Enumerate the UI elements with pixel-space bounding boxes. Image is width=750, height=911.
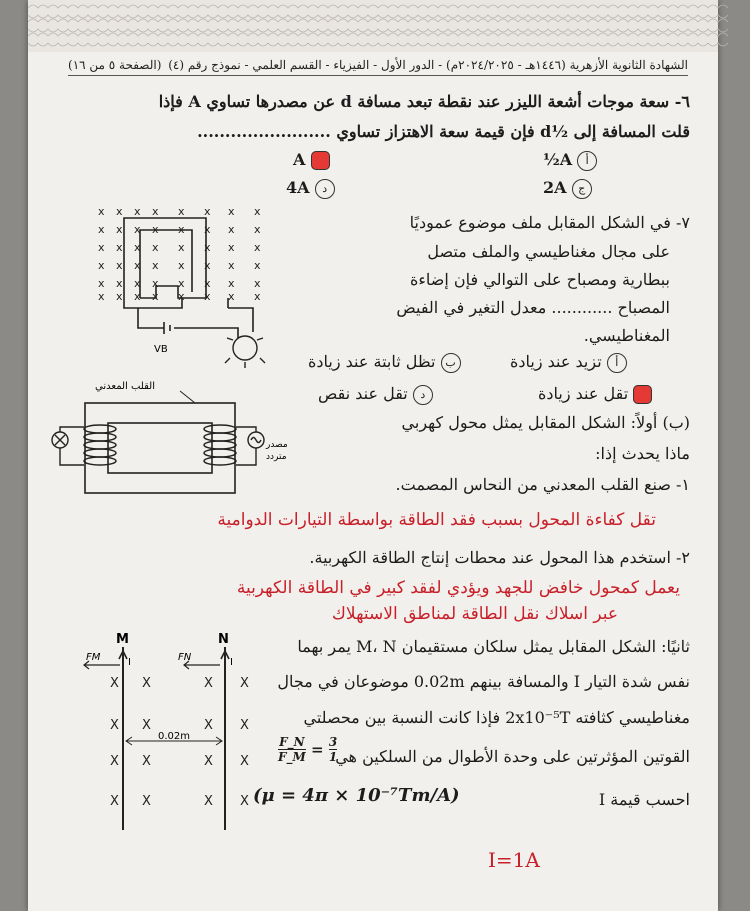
- parallel-wires-diagram: [48, 625, 278, 840]
- source-label-1: مصدر: [266, 440, 288, 450]
- q2-line-4: القوتين المؤثرتين على وحدة الأطوال من السلكين هي: [335, 747, 690, 766]
- field-x-mark: x: [254, 259, 261, 272]
- q7-option-d[interactable]: د تقل عند نقص: [318, 384, 433, 405]
- field-x-mark: x: [116, 205, 123, 218]
- field-x-mark: x: [254, 241, 261, 254]
- option-letter: د: [315, 179, 335, 199]
- force-label-m: FM: [86, 652, 101, 663]
- q7-option-a[interactable]: أ تزيد عند زيادة: [510, 352, 627, 373]
- field-x-mark: X: [204, 676, 213, 691]
- field-x-mark: x: [204, 205, 211, 218]
- transformer-question-title: (ب) أولاً: الشكل المقابل يمثل محول كهربي: [401, 413, 690, 432]
- field-x-mark: x: [254, 205, 261, 218]
- core-label: القلب المعدني: [95, 381, 155, 392]
- field-x-mark: x: [178, 259, 185, 272]
- force-ratio: $\frac{F\_N}{F\_M}$ = $\frac{3}{1}$: [278, 735, 338, 764]
- wire-m-label: M: [116, 632, 129, 647]
- field-x-mark: x: [152, 277, 159, 290]
- field-x-mark: X: [204, 718, 213, 733]
- field-x-mark: x: [178, 277, 185, 290]
- field-x-mark: x: [98, 259, 105, 272]
- field-x-mark: x: [178, 205, 185, 218]
- q6-line2: قلت المسافة إلى ½d فإن قيمة سعة الاهتزاز تساوي ........................: [197, 122, 690, 141]
- q7-line-3: ببطارية ومصباح على التوالي فإن إضاءة: [409, 270, 670, 289]
- option-letter: ب: [441, 353, 461, 373]
- q2-line-3: مغناطيسي كثافته 2x10⁻⁵T فإذا كانت النسبة بين محصلتي: [303, 708, 690, 727]
- field-x-mark: x: [178, 223, 185, 236]
- wire-n-label: N: [218, 632, 229, 647]
- handwritten-answer-2-line-1: يعمل كمحول خافض للجهد ويؤدي لفقد كبير في الطاقة الكهربية: [236, 578, 680, 598]
- field-x-mark: x: [254, 277, 261, 290]
- field-x-mark: x: [98, 277, 105, 290]
- current-label-m: I: [128, 657, 131, 668]
- field-x-mark: x: [116, 277, 123, 290]
- q7-line-1: ٧- في الشكل المقابل ملف موضوع عموديًا: [409, 213, 690, 232]
- exam-header: [68, 58, 688, 76]
- field-x-mark: x: [152, 223, 159, 236]
- field-x-mark: X: [142, 794, 151, 809]
- magnetic-field-x-marks: [98, 205, 261, 303]
- field-x-mark: X: [110, 754, 119, 769]
- field-x-mark: x: [116, 290, 123, 303]
- coil-field-diagram: [78, 200, 278, 375]
- field-x-mark: X: [204, 794, 213, 809]
- q6-line1: ٦- سعة موجات أشعة الليزر عند نقطة تبعد مسافة d عن مصدرها تساوي A فإذا: [158, 92, 690, 111]
- q7-line-4: المصباح ............ معدل التغير في الفيض: [396, 298, 670, 317]
- option-letter: ج: [572, 179, 592, 199]
- field-x-mark: x: [152, 205, 159, 218]
- q2-ask: احسب قيمة I: [598, 790, 690, 809]
- force-label-n: FN: [178, 652, 192, 663]
- selected-answer-mark: [311, 151, 330, 170]
- exam-title: الشهادة الثانوية الأزهرية (١٤٤٦هـ - ٢٠٢٤/٢٠٢٥م) - الدور الأول - الفيزياء - القسم العلمي - نموذج رقم (٤): [168, 58, 688, 72]
- handwritten-answer-1: تقل كفاءة المحول بسبب فقد الطاقة بواسطة التيارات الدوامية: [217, 510, 656, 530]
- field-x-mark: x: [178, 241, 185, 254]
- decorative-border: [28, 0, 718, 52]
- field-x-mark: x: [204, 223, 211, 236]
- distance-label: 0.02m: [158, 731, 191, 742]
- page-number: (الصفحة ٥ من ١٦): [68, 58, 162, 72]
- source-label-2: متردد: [266, 452, 287, 462]
- field-x-mark: x: [98, 223, 105, 236]
- mu-constant: (μ = 4π × 10⁻⁷Tm/A): [253, 785, 460, 806]
- q6-option-b[interactable]: A: [293, 150, 330, 170]
- field-x-mark: x: [152, 241, 159, 254]
- lamp-icon: [225, 336, 265, 368]
- field-x-mark: X: [142, 718, 151, 733]
- transformer-diagram: [30, 375, 288, 500]
- current-label-n: I: [230, 657, 233, 668]
- field-x-mark: x: [228, 205, 235, 218]
- field-x-mark: x: [134, 241, 141, 254]
- primary-coil: [84, 425, 116, 465]
- field-x-mark: X: [240, 676, 249, 691]
- q7-line-2: على مجال مغناطيسي والملف متصل: [427, 242, 670, 261]
- field-x-mark: x: [152, 259, 159, 272]
- field-x-mark: x: [152, 290, 159, 303]
- field-x-mark: X: [110, 794, 119, 809]
- selected-answer-mark: [633, 385, 652, 404]
- field-x-mark: x: [228, 290, 235, 303]
- q2-line-2: نفس شدة التيار I والمسافة بينهم 0.02m موضوعان في مجال: [277, 672, 690, 691]
- secondary-coil: [204, 425, 236, 465]
- field-x-mark: X: [110, 718, 119, 733]
- field-x-mark: X: [142, 754, 151, 769]
- field-x-mark: x: [228, 223, 235, 236]
- transformer-item-1: ١- صنع القلب المعدني من النحاس المصمت.: [395, 475, 690, 494]
- field-x-mark: X: [240, 754, 249, 769]
- field-x-mark: X: [110, 676, 119, 691]
- field-x-mark: x: [98, 205, 105, 218]
- field-x-mark: x: [204, 241, 211, 254]
- field-x-mark: x: [134, 259, 141, 272]
- handwritten-final-answer: I=1A: [488, 848, 540, 872]
- field-x-mark: x: [134, 277, 141, 290]
- option-letter: أ: [607, 353, 627, 373]
- battery-icon: [164, 322, 170, 334]
- field-x-mark: x: [178, 290, 185, 303]
- q7-line-5: المغناطيسي.: [583, 326, 670, 345]
- field-x-mark: X: [142, 676, 151, 691]
- field-x-mark: X: [240, 718, 249, 733]
- field-x-mark: x: [134, 205, 141, 218]
- field-x-marks: [110, 676, 249, 809]
- battery-label: VB: [154, 344, 168, 355]
- q6-option-a[interactable]: ½A أ: [543, 150, 597, 171]
- q6-option-d[interactable]: 4A د: [286, 178, 335, 199]
- q6-option-c[interactable]: 2A ج: [543, 178, 592, 199]
- q2-line-1: ثانيًا: الشكل المقابل يمثل سلكان مستقيمان M، N يمر بهما: [297, 637, 690, 656]
- exam-page: [28, 0, 718, 911]
- field-x-mark: x: [116, 259, 123, 272]
- field-x-mark: x: [254, 290, 261, 303]
- field-x-mark: x: [204, 290, 211, 303]
- field-x-mark: x: [204, 277, 211, 290]
- field-x-mark: x: [134, 223, 141, 236]
- field-x-mark: x: [134, 290, 141, 303]
- field-x-mark: x: [98, 290, 105, 303]
- transformer-question-sub: ماذا يحدث إذا:: [595, 444, 690, 463]
- field-x-mark: x: [228, 277, 235, 290]
- field-x-mark: x: [228, 259, 235, 272]
- q7-option-b[interactable]: ب تظل ثابتة عند زيادة: [308, 352, 461, 373]
- field-x-mark: X: [240, 794, 249, 809]
- option-letter: أ: [577, 151, 597, 171]
- field-x-mark: x: [204, 259, 211, 272]
- field-x-mark: x: [254, 223, 261, 236]
- field-x-mark: x: [116, 241, 123, 254]
- field-x-mark: X: [204, 754, 213, 769]
- option-letter: د: [413, 385, 433, 405]
- q7-option-c[interactable]: تقل عند زيادة: [538, 384, 652, 404]
- field-x-mark: x: [98, 241, 105, 254]
- field-x-mark: x: [116, 223, 123, 236]
- handwritten-answer-2-line-2: عبر اسلاك نقل الطاقة لمناطق الاستهلاك: [331, 604, 618, 624]
- field-x-mark: x: [228, 241, 235, 254]
- transformer-item-2: ٢- استخدم هذا المحول عند محطات إنتاج الطاقة الكهربية.: [309, 548, 690, 567]
